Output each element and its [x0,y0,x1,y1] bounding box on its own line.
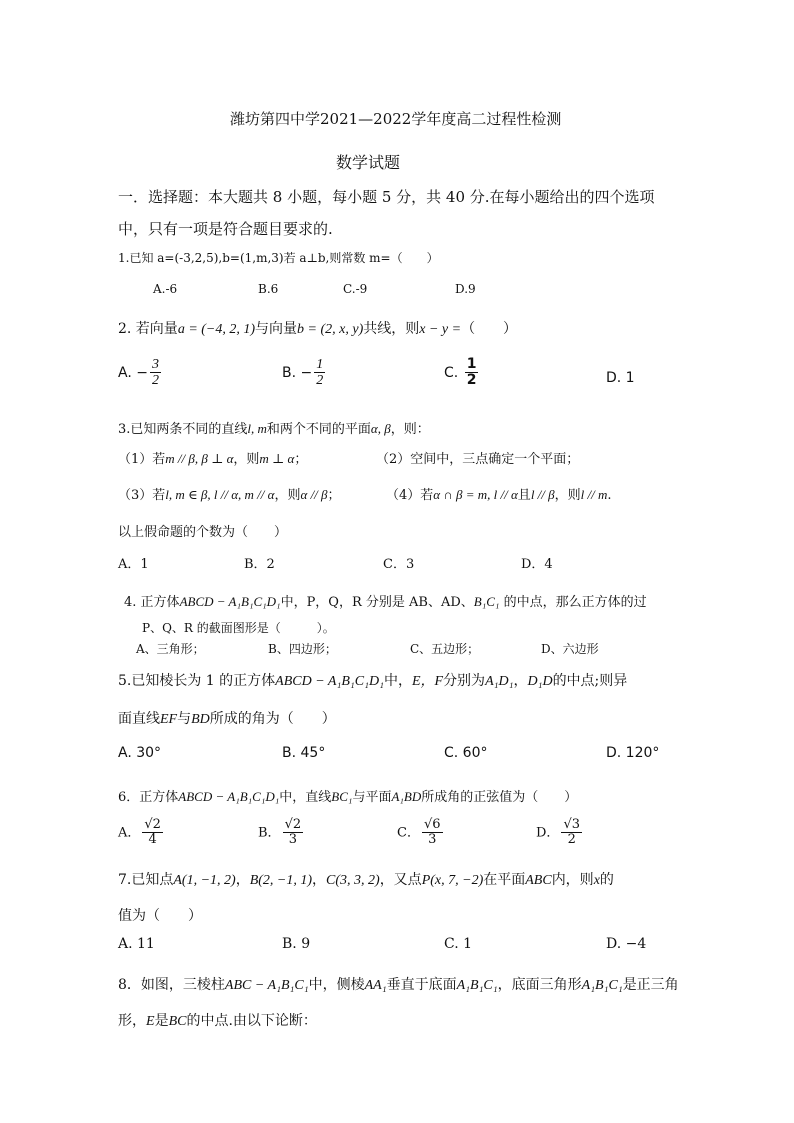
question-5-stem-line2: 面直线EF与BD所成的角为（ ） [118,711,336,727]
question-5-stem: 5.已知棱长为 1 的正方体ABCD − A₁B₁C₁D₁中，E，F分别为A₁D₁，D₁D的中点;则异 [118,673,628,689]
question-8-stem: 8．如图，三棱柱ABC − A₁B₁C₁中，侧棱AA₁垂直于底面A₁B₁C₁，底面三角形A₁B₁C₁是正三角 [118,977,679,993]
question-5-option-c: C. 60° [444,745,488,761]
question-6-option-c: C． $\frac{√6}{3}$ [397,817,441,848]
question-5-option-a: A. 30° [118,745,162,761]
vector-b-value: = (2, x, y) [304,322,364,337]
question-3-option-c: C．3 [383,557,415,572]
question-6-stem: 6．正方体ABCD − A₁B₁C₁D₁中，直线BC₁与平面A₁BD所成角的正弦值为（ ） [118,789,578,805]
question-3-proposition-1: （1）若m // β, β ⊥ α，则m ⊥ α； [118,451,308,467]
question-1-stem: 1.已知 a=(-3,2,5),b=(1,m,3)若 a⊥b,则常数 m=（ ） [118,251,439,265]
question-6-option-b: B． $\frac{√2}{3}$ [258,817,302,848]
question-7-option-b: B. 9 [282,936,311,952]
question-5-option-d: D. 120° [606,745,660,761]
question-3-option-b: B．2 [244,557,275,572]
question-2-number: 2. 若向量 [118,321,178,337]
question-2-stem [118,318,517,338]
question-3-proposition-4: （4）若α ∩ β = m, l // α且l // β，则l // m. [386,487,612,503]
question-2-expression: x − y = [419,322,462,337]
question-1-option-d: D.9 [455,282,476,296]
question-3-stem: 3.已知两条不同的直线l, m和两个不同的平面α, β，则： [118,421,430,437]
question-7-option-d: D. −4 [606,936,647,952]
vector-a: a [177,322,185,337]
question-4-option-b: B、四边形； [268,642,337,656]
question-2-tail: 共线，则 [363,321,420,337]
question-4-stem: 4. 正方体ABCD − A₁B₁C₁D₁中，P，Q，R 分别是 AB、AD、B₁C₁ 的中点，那么正方体的过 [124,594,647,610]
question-6-option-a: A． $\frac{√2}{4}$ [118,817,161,848]
question-6-option-d: D． $\frac{√3}{2}$ [536,817,580,848]
question-7-option-c: C. 1 [444,936,473,952]
question-3-proposition-2: （2）空间中，三点确定一个平面； [376,452,580,467]
question-2-option-a: A. − $\frac{3}{2}$ [118,357,159,389]
page-subtitle: 数学试题 [336,153,401,172]
question-4-option-a: A、三角形； [136,642,205,656]
question-2-paren: （ ） [461,321,518,337]
question-2-option-c: C. $\frac{1}{2}$ [444,356,477,389]
question-2-option-b: B. − $\frac{1}{2}$ [282,357,324,389]
section-instructions-line2: 中，只有一项是符合题目要求的. [118,220,333,238]
question-3-question: 以上假命题的个数为（ ） [118,525,288,540]
question-1-option-c: C.-9 [343,282,368,296]
question-7-option-a: A. 11 [118,936,155,952]
vector-a-value: = (−4, 2, 1) [184,322,256,337]
question-7-stem-line2: 值为（ ） [118,908,202,924]
question-4-stem-line2: P、Q、R 的截面图形是（ ）。 [142,621,335,635]
question-1-option-b: B.6 [258,282,279,296]
question-8-stem-line2: 形，E是BC的中点.由以下论断： [118,1013,317,1029]
question-4-option-d: D、六边形 [541,642,599,656]
question-7-stem: 7.已知点A(1, −1, 2)，B(2, −1, 1)，C(3, 3, 2)，又点P(x, 7, −2)在平面ABC内，则x的 [118,872,614,888]
question-3-proposition-3: （3）若l, m ∈ β, l // α, m // α，则α // β； [118,487,341,503]
question-5-option-b: B. 45° [282,745,326,761]
page-title: 潍坊第四中学2021—2022学年度高二过程性检测 [230,110,562,128]
section-instructions-line1: 一．选择题：本大题共 8 小题，每小题 5 分，共 40 分.在每小题给出的四个选项 [118,188,655,206]
question-3-option-a: A．1 [118,557,149,572]
question-2-option-d: D. 1 [606,370,635,386]
question-2-mid: 与向量 [255,321,298,337]
question-4-option-c: C、五边形； [410,642,480,656]
vector-b: b [297,322,305,337]
question-1-option-a: A.-6 [153,282,178,296]
question-3-option-d: D．4 [521,557,553,572]
